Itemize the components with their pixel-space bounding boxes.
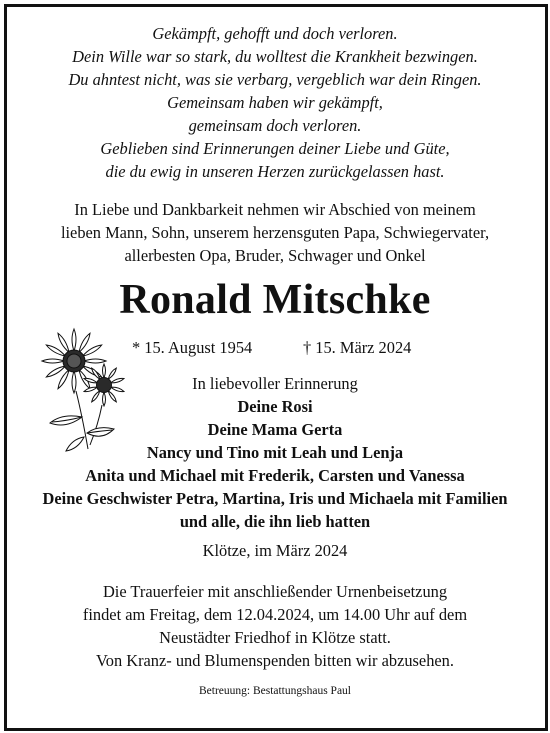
birth-date: * 15. August 1954 (132, 338, 253, 357)
intro-line: In Liebe und Dankbarkeit nehmen wir Abschied von meinem (74, 200, 476, 219)
mourner-line: Deine Rosi (237, 397, 313, 416)
funeral-home-credit: Betreuung: Bestattungshaus Paul (198, 685, 352, 697)
poem-line: Dein Wille war so stark, du wolltest die Krankheit bezwingen. (72, 47, 478, 66)
poem (0, 22, 550, 183)
funeral-line: Von Kranz- und Blumenspenden bitten wir abzusehen. (96, 651, 454, 670)
place-and-date: Klötze, im März 2024 (202, 541, 348, 560)
poem-line: gemeinsam doch verloren. (188, 116, 362, 135)
mourner-line: Deine Mama Gerta (207, 420, 343, 439)
intro-line: allerbesten Opa, Bruder, Schwager und Onkel (124, 246, 426, 265)
funeral-line: Die Trauerfeier mit anschließender Urnenbeisetzung (102, 582, 448, 601)
mourner-line: Nancy und Tino mit Leah und Lenja (146, 443, 404, 462)
farewell-intro (0, 198, 550, 267)
poem-line: Gemeinsam haben wir gekämpft, (167, 93, 383, 112)
poem-line: Gekämpft, gehofft und doch verloren. (152, 24, 398, 43)
funeral-line: findet am Freitag, dem 12.04.2024, um 14.00 Uhr auf dem (82, 605, 468, 624)
death-date: † 15. März 2024 (303, 338, 412, 357)
deceased-name: Ronald Mitschke (119, 277, 431, 323)
poem-line: die du ewig in unseren Herzen zurückgelassen hast. (105, 162, 445, 181)
mourner-line: Deine Geschwister Petra, Martina, Iris und Michaela mit Familien (42, 489, 508, 508)
mourners-list (0, 372, 550, 533)
poem-line: Geblieben sind Erinnerungen deiner Liebe und Güte, (100, 139, 450, 158)
mourner-line: Anita und Michael mit Frederik, Carsten und Vanessa (85, 466, 465, 485)
funeral-info (0, 580, 550, 672)
mourner-line: und alle, die ihn lieb hatten (179, 512, 371, 531)
poem-line: Du ahntest nicht, was sie verbarg, vergeblich war dein Ringen. (68, 70, 482, 89)
intro-line: lieben Mann, Sohn, unserem herzensguten Papa, Schwiegervater, (60, 223, 490, 242)
mourners-heading: In liebevoller Erinnerung (192, 374, 358, 393)
funeral-line: Neustädter Friedhof in Klötze statt. (159, 628, 391, 647)
